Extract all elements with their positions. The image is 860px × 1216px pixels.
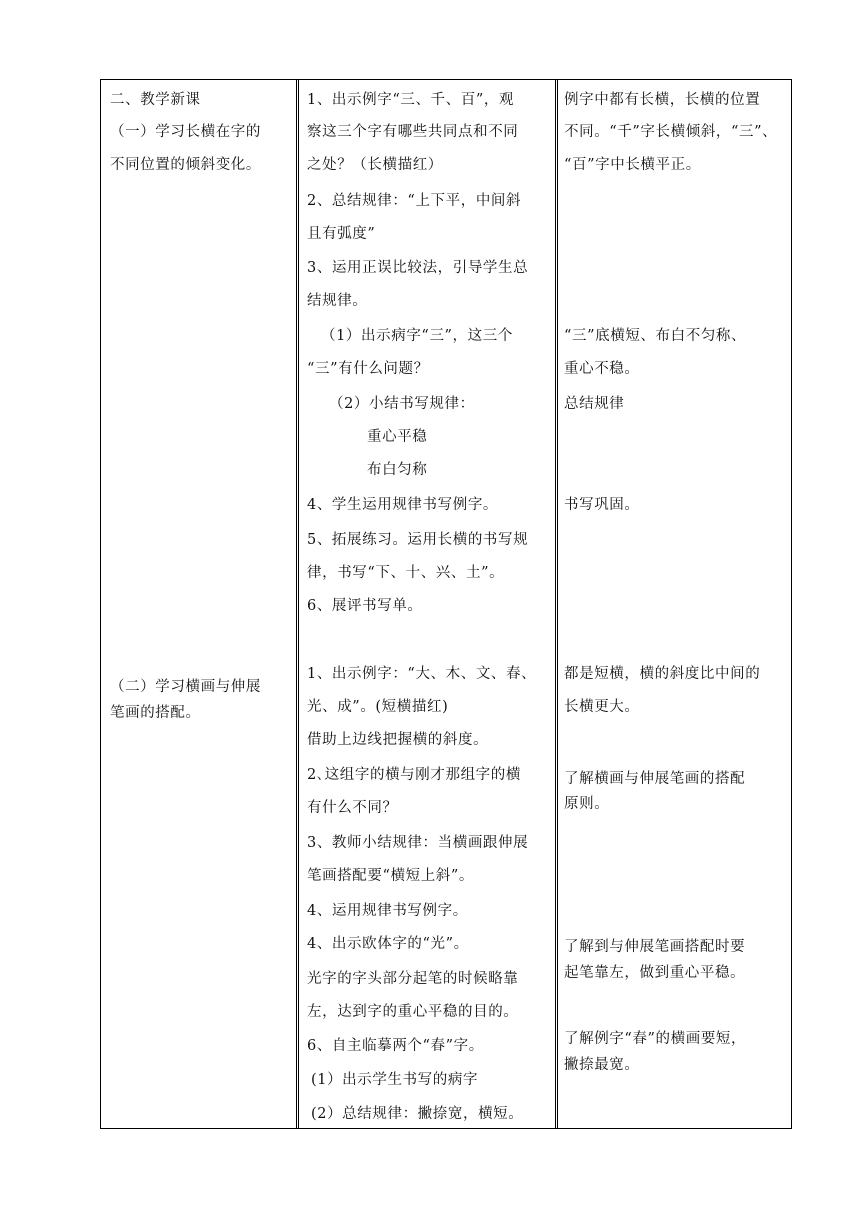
activity-line: 借助上边线把握横的斜度。 <box>307 732 489 748</box>
activity-line: 4、运用规律书写例字。 <box>307 903 468 919</box>
subsection-2-line-1: （二）学习横画与伸展 <box>110 679 261 695</box>
activity-line: 1、出示例字：“大、木、文、春、 <box>307 666 537 682</box>
activity-line: 光、成”。(短横描红) <box>307 699 449 715</box>
section-title: 二、教学新课 <box>110 92 201 108</box>
activity-line: （1）出示病字“三”，这三个 <box>321 328 513 344</box>
activity-line: 4、出示欧体字的“光”。 <box>307 936 469 952</box>
intent-line: 总结规律 <box>564 396 625 412</box>
activity-line: 重心平稳 <box>367 429 428 445</box>
intent-line: 不同。“千”字长横倾斜，“三”、 <box>564 124 778 140</box>
intent-line: 原则。 <box>564 796 610 812</box>
intent-line: 了解到与伸展笔画搭配时要 <box>564 939 746 955</box>
activity-line: 律，书写“下、十、兴、土”。 <box>307 565 505 581</box>
activity-line: 笔画搭配要“横短上斜”。 <box>307 868 475 884</box>
intent-line: 都是短横，横的斜度比中间的 <box>564 666 761 682</box>
activity-line: 结规律。 <box>307 293 368 309</box>
activity-line: 4、学生运用规律书写例字。 <box>307 497 499 513</box>
activity-line: 3、教师小结规律：当横画跟伸展 <box>307 835 529 851</box>
subsection-1-line-1: （一）学习长横在字的 <box>110 124 261 140</box>
intent-line: 了解横画与伸展笔画的搭配 <box>564 771 746 787</box>
activity-line: 之处？（长横描红） <box>307 157 443 173</box>
intent-line: “百”字中长横平正。 <box>564 157 701 173</box>
intent-line: 撇捺最宽。 <box>564 1057 640 1073</box>
subsection-1-line-2: 不同位置的倾斜变化。 <box>110 157 261 173</box>
activity-line: 有什么不同？ <box>307 800 398 816</box>
section-column <box>101 80 296 1128</box>
activity-column <box>299 80 555 1128</box>
subsection-2-line-2: 笔画的搭配。 <box>110 705 201 721</box>
activity-line: (2）总结规律：撇捺宽，横短。 <box>311 1106 524 1122</box>
activity-line: “三”有什么问题？ <box>307 361 429 377</box>
activity-line: 6、展评书写单。 <box>307 598 423 614</box>
intent-column <box>558 80 791 1128</box>
activity-line: 6、自主临摹两个“春”字。 <box>307 1038 484 1054</box>
activity-line: 察这三个字有哪些共同点和不同 <box>307 124 519 140</box>
activity-line: 布白匀称 <box>367 462 428 478</box>
activity-line: 1、出示例字“三、千、百”，观 <box>307 92 515 108</box>
activity-line: (1）出示学生书写的病字 <box>311 1072 479 1088</box>
activity-line: 左，达到字的重心平稳的目的。 <box>307 1004 519 1020</box>
activity-line: 光字的字头部分起笔的时候略靠 <box>307 971 519 987</box>
intent-line: 了解例字“春”的横画要短， <box>564 1031 747 1047</box>
intent-line: 重心不稳。 <box>564 361 640 377</box>
intent-line: “三”底横短、布白不匀称、 <box>564 328 747 344</box>
activity-line: 2、总结规律：“上下平，中间斜 <box>307 193 522 209</box>
activity-line: 5、拓展练习。运用长横的书写规 <box>307 532 529 548</box>
intent-line: 例字中都有长横，长横的位置 <box>564 92 761 108</box>
intent-line: 长横更大。 <box>564 699 640 715</box>
intent-line: 书写巩固。 <box>564 497 640 513</box>
activity-line: 3、运用正误比较法，引导学生总 <box>307 260 529 276</box>
activity-line: 2､这组字的横与刚才那组字的横 <box>307 767 521 783</box>
activity-line: （2）小结书写规律： <box>329 396 475 412</box>
intent-line: 起笔靠左，做到重心平稳。 <box>564 965 746 981</box>
activity-line: 且有弧度” <box>307 226 376 242</box>
lesson-plan-table <box>100 79 792 1129</box>
